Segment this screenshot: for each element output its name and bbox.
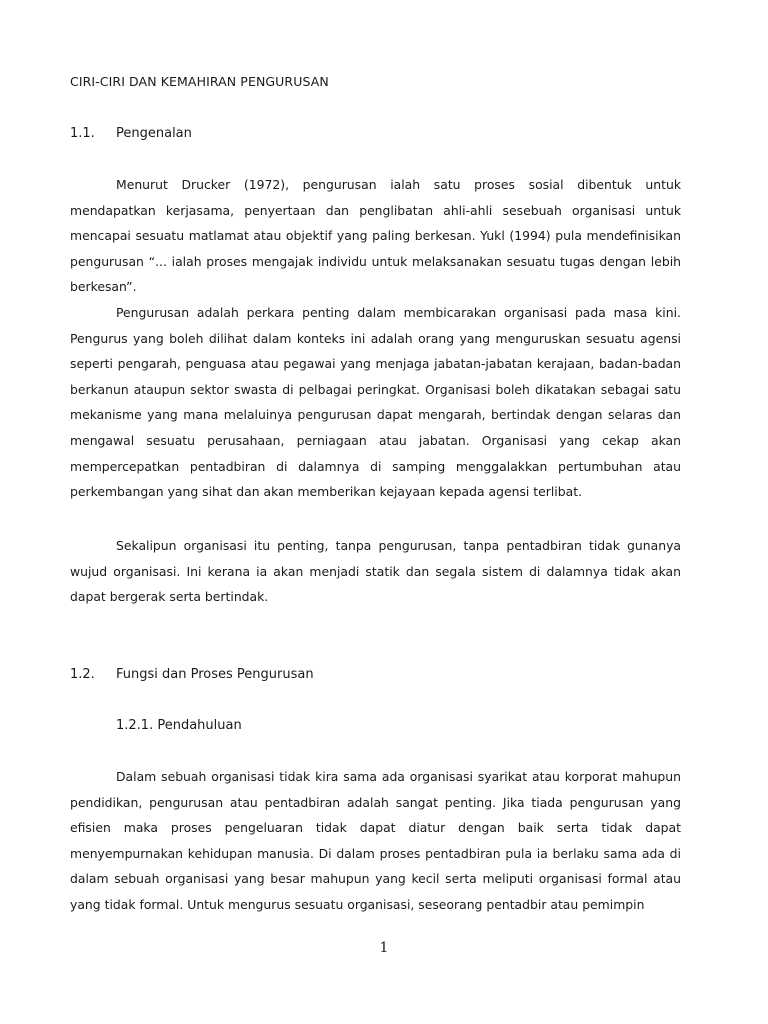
paragraph-intro-2: Pengurusan adalah perkara penting dalam membicarakan organisasi pada masa kini. Pengurus yang boleh dilihat dalam konteks ini adalah orang yang menguruskan sesuatu agensi seperti pengarah, penguasa atau pegawai yang menjaga jabatan-jabatan kerajaan, badan-badan berkanun ataupun sektor swasta di pelbagai peringkat. Organisasi boleh dikatakan sebagai satu mekanisme yang mana melaluinya pengurusan dapat mengarah, bertindak dengan selaras dan mengawal sesuatu perusahaan, perniagaan atau jabatan. Organisasi yang cekap akan mempercepatkan pentadbiran di dalamnya di samping menggalakkan pertumbuhan atau perkembangan yang sihat dan akan memberikan kejayaan kepada agensi terlibat. [70, 305, 681, 500]
section-heading-1-2 [70, 667, 314, 682]
section-number: 1.1. [70, 126, 95, 141]
section-number: 1.2. [70, 667, 95, 682]
section-heading-1-1 [70, 126, 192, 141]
paragraph-pendahuluan: Dalam sebuah organisasi tidak kira sama ada organisasi syarikat atau korporat mahupun pendidikan, pengurusan atau pentadbiran adalah sangat penting. Jika tiada pengurusan yang efisien maka proses pengeluaran tidak dapat diatur dengan baik serta tidak dapat menyempurnakan kehidupan manusia. Di dalam proses pentadbiran pula ia berlaku sama ada di dalam sebuah organisasi yang besar mahupun yang kecil serta meliputi organisasi formal atau yang tidak formal. Untuk mengurus sesuatu organisasi, seseorang pentadbir atau pemimpin [70, 769, 681, 912]
paragraph-intro-1: Menurut Drucker (1972), pengurusan ialah satu proses sosial dibentuk untuk mendapatkan kerjasama, penyertaan dan penglibatan ahli-ahli sesebuah organisasi untuk mencapai sesuatu matlamat atau objektif yang paling berkesan. Yukl (1994) pula mendefinisikan pengurusan “... ialah proses mengajak individu untuk melaksanakan sesuatu tugas dengan lebih berkesan”. [70, 177, 681, 295]
section-title: Pengenalan [116, 126, 192, 141]
document-title: CIRI-CIRI DAN KEMAHIRAN PENGURUSAN [70, 74, 329, 89]
paragraph-intro-3: Sekalipun organisasi itu penting, tanpa pengurusan, tanpa pentadbiran tidak gunanya wujud organisasi. Ini kerana ia akan menjadi statik dan segala sistem di dalamnya tidak akan dapat bergerak serta bertindak. [70, 538, 681, 605]
section-title: Fungsi dan Proses Pengurusan [116, 667, 314, 682]
subsection-heading-1-2-1: 1.2.1. Pendahuluan [116, 718, 242, 733]
page-number: 1 [379, 940, 389, 956]
